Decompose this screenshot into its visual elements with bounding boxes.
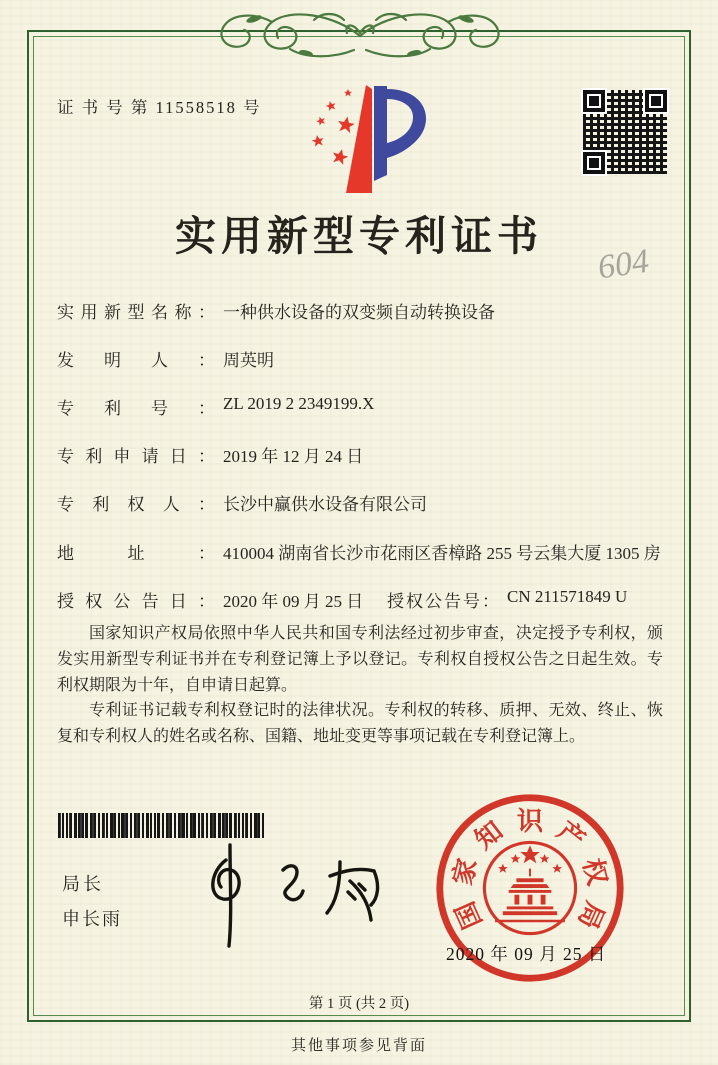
cnipa-logo-icon — [288, 83, 438, 195]
legal-paragraph-1: 国家知识产权局依照中华人民共和国专利法经过初步审查，决定授予专利权，颁发实用新型专利证书并在专利登记簿上予以登记。专利权自授权公告之日起生效。专利权期限为十年，自申请日起算。 — [57, 625, 663, 694]
seal-char: 知 — [469, 815, 509, 855]
qr-finder-icon — [583, 90, 605, 112]
field-grant-number — [387, 587, 627, 612]
field-value: 长沙中赢供水设备有限公司 — [223, 495, 427, 514]
seal-char: 识 — [516, 806, 544, 836]
qr-finder-icon — [645, 90, 667, 112]
field-label: 专利申请日： — [57, 447, 215, 466]
seal-char: 国 — [450, 897, 488, 933]
field-label: 发明人： — [57, 351, 215, 370]
national-emblem-icon — [484, 842, 575, 933]
field-patentee — [57, 490, 427, 515]
seal-char: 权 — [577, 855, 612, 889]
field-value: 2020 年 09 月 25 日 — [223, 592, 364, 611]
back-note: 其他事项参见背面 — [290, 1038, 427, 1054]
field-value: 一种供水设备的双变频自动转换设备 — [223, 303, 495, 322]
certificate-title: 实用新型专利证书 — [175, 213, 543, 259]
commissioner-title: 局长 — [62, 874, 104, 894]
seal-char: 局 — [572, 897, 610, 933]
legal-text — [57, 621, 663, 750]
field-value: CN 211571849 U — [507, 587, 628, 606]
field-filing-date — [57, 442, 363, 467]
field-value: 410004 湖南省长沙市花雨区香樟路 255 号云集大厦 1305 房 — [223, 544, 661, 563]
field-inventor — [57, 346, 274, 371]
field-label: 专利号： — [57, 399, 215, 418]
field-label: 专利权人： — [57, 495, 215, 514]
handwritten-pencil-note: 604 — [595, 242, 652, 287]
field-label: 授权公告号： — [387, 592, 499, 611]
field-grant-info — [57, 587, 628, 612]
field-label: 实用新型名称： — [57, 303, 215, 322]
field-utility-model-name — [57, 298, 495, 323]
field-value: ZL 2019 2 2349199.X — [223, 394, 375, 413]
qr-code-icon — [583, 90, 667, 174]
seal-char: 家 — [448, 855, 483, 889]
signature-icon — [190, 840, 390, 950]
field-value: 周英明 — [223, 351, 274, 370]
certificate-number: 证 书 号 第 11558518 号 — [57, 98, 262, 117]
field-patent-number — [57, 394, 374, 419]
field-value: 2019 年 12 月 24 日 — [223, 447, 364, 466]
page-number: 第 1 页 (共 2 页) — [308, 996, 410, 1012]
commissioner-name: 申长雨 — [62, 909, 122, 929]
legal-paragraph-2: 专利证书记载专利权登记时的法律状况。专利权的转移、质押、无效、终止、恢复和专利权人的姓名或名称、国籍、地址变更等事项记载在专利登记簿上。 — [57, 702, 663, 746]
barcode-icon — [58, 813, 265, 838]
qr-finder-icon — [583, 152, 605, 174]
seal-date: 2020 年 09 月 25 日 — [446, 944, 607, 964]
field-label: 授权公告日： — [57, 592, 215, 611]
floral-border-ornament-icon — [194, 6, 526, 64]
seal-char: 产 — [551, 815, 591, 855]
field-label: 地址： — [57, 544, 215, 563]
field-address — [57, 539, 661, 564]
